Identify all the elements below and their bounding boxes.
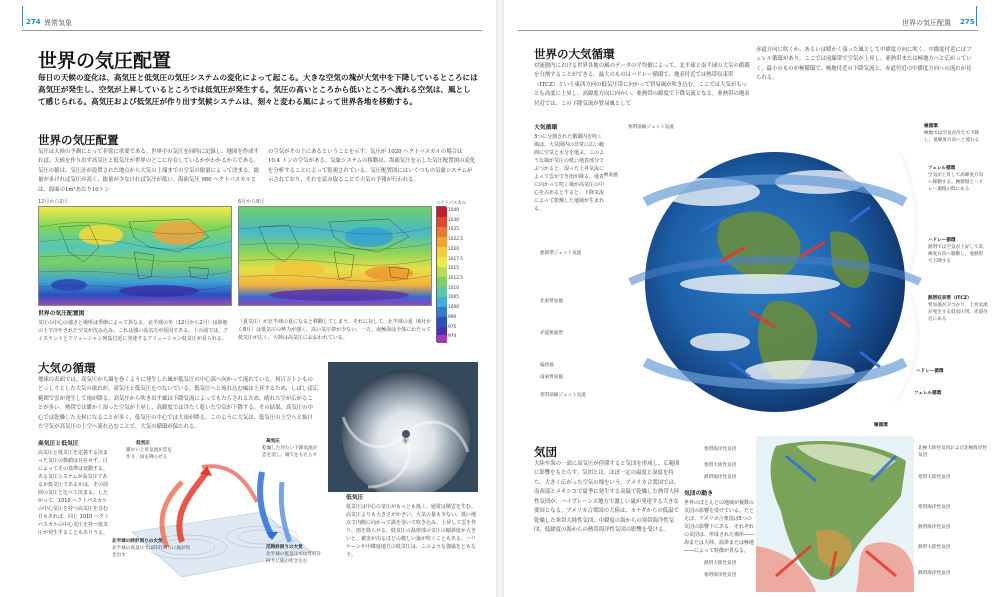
diagram-desc-high: 乾燥した冷たい下降気流が雲を消し、晴天をもたらす <box>262 446 318 458</box>
callout-itcz-title: 熱帯収束帯（ITCZ） <box>928 296 972 301</box>
map-label-summer: 6月から8月 <box>238 199 265 205</box>
label-ne-trades: 北東貿易風 <box>540 299 563 304</box>
am-label-right-5: 熱帯大陸性気団 <box>918 545 951 550</box>
callout-ferrel-desc: 空気が上昇して高緯度方向へ移動する。極循環とハドレー循環の間にある <box>928 172 984 192</box>
legend-tick: 970 <box>448 334 457 340</box>
legend-tick: 1020 <box>448 246 459 252</box>
legend-tick: 975 <box>448 324 457 330</box>
map-label-winter: 12月から2月 <box>38 199 68 205</box>
legend-tick: 1000 <box>448 305 459 311</box>
callout-hadley <box>928 238 986 266</box>
diagram-label-low: 低気圧 <box>136 441 150 446</box>
airmass-caption <box>684 490 754 555</box>
section-title-circulation: 大気の循環 <box>38 361 96 375</box>
diagram-label-ccw: 反時計回りの大気 <box>266 545 303 550</box>
map-caption-title: 世界の気圧配置図 <box>38 311 85 317</box>
page-number-left: 274 <box>26 18 41 26</box>
pressure-body-a: 気圧は天候の予測にとって非常に重要である。世界中の気圧を同時に記録し、地図を作成すれば、天候を作り出す高気圧と低気圧が世界のどこに存在しているかがわかるからである。気圧の値は、気圧計が設置された地点から大気の上端までの空気の総量によって決まる。総量が多ければ気圧が高く、総量が少なければ気圧が低い。海面気圧 980 ヘクトパスカルとは、海面の1m²あたり10トン <box>38 149 260 193</box>
label-polar-easterlies: 極東風 <box>604 173 618 178</box>
am-label-left-2: 寒帯大陸性気団 <box>704 463 737 468</box>
am-label-right-1: 北極大陸性気団および北極海洋性気団 <box>918 446 987 458</box>
airmass-caption-title: 気団の動き <box>684 491 713 497</box>
highlow-text: 高気圧と低気圧を定義する決まった気圧の数値は存在せず、日によってその基準は変動する。ある気圧システムが高気圧であるか低気圧であるかは、その周囲の気圧と比べて決まる。したがって、1010 ヘクトパスカルの中心気圧を持つ高気圧を含む日もあれば、同じ 1010 ヘクトパスカルの中心気圧を持つ低気圧が発生することもありうる。 <box>38 450 109 537</box>
global-body-a: 対流圏内における世界各地の風のデータの平均値によって、北半球と南半球の大気の循環を分割することができる。最大のものはハドレー循環で、地表付近では熱帯収束帯（ITCZ）という東西方向の低気圧帯に向かって貿易風が吹き込む。ここでは大気がもっとも高度に上昇し、高緯度方向に向かい、亜熱帯の緯度で下降気流となる。亜熱帯の地表付近では、この下降気流が貿易風として <box>534 63 750 107</box>
am-label-left-3: 熱帯海洋性気団 <box>704 475 737 480</box>
storm-satellite-image <box>328 362 478 492</box>
legend-tick: 1017.5 <box>448 256 464 262</box>
page-number-right: 275 <box>960 18 975 26</box>
section-title-global-circulation: 世界の大気循環 <box>534 47 615 61</box>
am-label-right-4: 熱帯海洋性気団 <box>918 525 951 530</box>
map-caption-b: （夏気圧）が北半球の夏になると移動してしまう。それに対して、北半球の夏（6月から8月）は低気圧の勢力が強く、高い気圧帯が少ない。一方、南極海は全体にわたって低気圧が広く、大陸は高気圧におおわれている。 <box>238 319 432 341</box>
callout-ferrel <box>928 166 986 194</box>
legend-tick: 990 <box>448 314 457 320</box>
am-label-right-6: 熱帯海洋性気団 <box>918 571 951 576</box>
label-polar-south: 極循環 <box>874 423 888 428</box>
running-head-left: 異常気象 <box>44 19 72 27</box>
diagram-desc-cw: 北半球の高気圧では時計回りに風が吹き出す <box>112 546 191 558</box>
highlow-title: 高気圧と低気圧 <box>38 441 79 447</box>
label-westerlies: 偏西風 <box>540 363 554 368</box>
am-label-left-5: 寒帯海洋性気団 <box>704 573 737 578</box>
legend-tick: 1040 <box>448 208 459 213</box>
pressure-legend <box>436 206 446 342</box>
pressure-map-summer-graphic <box>239 207 432 306</box>
legend-unit: ヘクトパスカル <box>436 201 466 206</box>
am-label-right-2: 寒帯大陸性気団 <box>918 475 951 480</box>
circulation-caption-title: 大気循環 <box>534 125 558 131</box>
callout-itcz-desc: 貿易風がぶつかり、上昇気流が発生する低気圧帯。赤道付近にある <box>928 302 988 322</box>
circulation-body: 地球の表面では、高気圧から渦を巻くように発生した風が低気圧の中心部へ向かって流れている。何百万トンものどっしりとした大気の流れが、高気圧と低気圧をつないでいる。低気圧へと流れ込む風は上昇するため、しばしば広範囲で雲が発生して雨が降る。高気圧から吹き出す風は下降気流によってもたらされるため、晴れた空が広がることが多い。熱帯では暖かく湿った空気が上昇し、高緯度では冷たく乾いた空気が下降する。その結果、高気圧の中心では乾燥した天候になることが多く、低気圧の中心では大雨が降る。このように大気は、低気圧の上空へと抜けた空気が高気圧の上空へ流れ込むことで、大気の循環が保たれる。 <box>38 377 318 431</box>
pressure-map-winter-graphic <box>39 207 232 306</box>
legend-tick: 1010 <box>448 285 459 291</box>
page-title: 世界の気圧配置 <box>38 50 172 72</box>
section-title-airmass: 気団 <box>534 445 557 459</box>
callout-ferrel-title: フェレル循環 <box>928 166 956 171</box>
airmass-map <box>756 436 914 592</box>
legend-tick: 1012.5 <box>448 276 464 281</box>
legend-tick: 1030 <box>448 217 459 223</box>
page-tick-right <box>976 6 977 26</box>
callout-hadley-desc: 熱帯では空気が上昇して高緯度方向へ移動し、亜熱帯で下降する <box>928 244 984 264</box>
storm-caption <box>346 494 478 559</box>
map-caption-text-a: 気圧の中心の強さと場所は季節によって異なる。北半球の冬（12月から2月）は陸地の上で冷やされた空気が沈み込み、これは強い高気圧が原因である。上の図では、アイスランドとアリューシャン列島付近に発達するアリューシャン低気圧が見られる。 <box>38 320 229 343</box>
pressure-legend-bar <box>437 207 447 343</box>
diagram-label-high: 高気圧 <box>266 439 280 444</box>
legend-tick: 1022.5 <box>448 237 464 243</box>
label-se-trades: 南東貿易風 <box>540 375 563 380</box>
airmass-map-graphic <box>756 436 914 592</box>
callout-polar-cell-title: 極循環 <box>924 124 938 129</box>
global-body-b: 赤道方向に吹くか、あるいは暖かく湿った風として中緯度方向に吹く。中緯度付近にはフェレル循環があり、ここでは前線帯で空気が上昇し、亜熱帯または極地方へと広がっていく。最小のものが極循環で、極地付近の下降気流と、赤道付近の中緯度方向への流れが見られる。 <box>756 47 972 82</box>
storm-image-graphic <box>328 362 478 492</box>
highlow-caption <box>38 440 110 537</box>
page-tick <box>22 6 23 26</box>
legend-tick: 1005 <box>448 295 459 301</box>
header-rule <box>22 30 482 31</box>
label-polar-jet: 寒帯前線ジェット気流 <box>628 125 674 130</box>
am-label-left-4: 熱帯大陸性気団 <box>704 561 737 566</box>
callout-hadley-title: ハドレー循環 <box>928 238 956 243</box>
diagram-desc-low: 暖かい上昇気流が雲を作り、雨を降らせる <box>126 448 172 460</box>
pressure-body-b: の空気がその上にあるということを示す。気圧が 1020 ヘクトパスカルの場合は 10.4 トンの空気がある。気象システムの移動は、海面気圧を示した気圧配置図の変化を分析することによって監視されている。気圧配置図にはいくつもの気象システムが示されており、それを読み取ることで天気の予報が行われる。 <box>268 149 476 184</box>
am-label-right-3: 寒帯海洋性気団 <box>918 505 951 510</box>
map-caption-a <box>38 310 230 343</box>
label-hadley-south: ハドレー循環 <box>916 369 944 374</box>
pressure-map-winter <box>38 206 232 306</box>
callout-polar-cell <box>924 124 982 145</box>
book-gutter <box>496 0 504 597</box>
globe-circulation-diagram <box>600 112 930 434</box>
airmass-caption-text: 世界のほとんどの地域が複数の気団の影響を受けている。たとえば、アメリカ合衆国は5つの気団の影響下にある。それぞれの気団は、形成された場所――海または大陸、温帯または極地――によって特徴が異なる。 <box>684 500 755 555</box>
callout-itcz <box>928 296 990 324</box>
legend-tick: 1015 <box>448 266 459 272</box>
airmass-body: 大陸や海の一部に高気圧が停滞すると気団を形成し、広範囲に影響をもたらす。気団とは、ほぼ一定の温度と湿度を持ち、大きく広がった空気の塊をいう。アメリカ合衆国では、南西部とメキシコで夏季に発生する高温で乾燥した熱帯大陸性気団が、ハイプレーンズ地方で激しい嵐が発達する大きな要因となる。アメリカ合衆国の大陸は、カナダからの低温で乾燥した寒帯大陸性気団、中緯度の海からの寒帯海洋性気団、低緯度の海からの熱帯海洋性気団の影響を受ける。 <box>534 461 680 534</box>
section-title-pressure: 世界の気圧配置 <box>38 133 119 147</box>
am-label-left-1: 寒帯海洋性気団 <box>704 447 737 452</box>
legend-tick: 1025 <box>448 227 459 233</box>
pressure-map-summer <box>238 206 432 306</box>
circulation-caption-text: 3つに分割された循環内を吹く風は、大気圏内の非常に広い範囲に空気と水分を運ぶ。このような風が気圧の低い地表部分でぶつかると、湿った上昇気流によって雲ができ雨が降る。地表に向かって吹く風が高気圧の中心を占めるとすると、下降気流によって乾燥した地域が生まれる。 <box>534 134 605 213</box>
lead-paragraph: 毎日の天候の変化は、高気圧と低気圧の気圧システムの変化によって起こる。大きな空気の塊が大気中を下降しているところには高気圧が発生し、空気が上昇しているところでは低気圧が発生する。気圧の高いところから低いところへ流れる空気は、風として感じられる。高気圧および低気圧が作り出す気候システムは、刻々と変わる風によって世界各地を移動する。 <box>38 73 478 107</box>
label-subtropical-jet: 亜熱帯ジェット気流 <box>540 251 582 256</box>
label-polar-jet-south: 寒帯前線ジェット気流 <box>540 393 586 398</box>
label-ferrel-south: フェレル循環 <box>914 391 942 396</box>
storm-caption-text: 低気圧は中心の気圧がもっとも低く、通常は積雲を生む。高気圧よりも大きさがかさい。大気の量も少ない。低い地点で内側に向かって渦を巻いて吹き込み、上昇して雲を作り、雨を降らせる。低気圧の温帯部の気圧の傾斜度が大きいと、被害が出るほどの激しい嵐が吹くこともある。ハリケーンや中緯度地方の低気圧は、このような強風をともなう。 <box>346 504 477 559</box>
circulation-caption <box>534 124 606 213</box>
header-rule-right <box>518 30 978 31</box>
left-page <box>0 0 496 597</box>
right-page <box>504 0 1000 597</box>
storm-caption-title: 低気圧 <box>346 495 364 501</box>
diagram-label-cw: 北半球の時計回りの大気 <box>112 539 163 544</box>
label-doldrums: 赤道無風帯 <box>540 331 563 336</box>
callout-polar-cell-desc: 極地では空気が冷えて下降し、低緯度方向へと流れる <box>924 130 980 143</box>
diagram-desc-ccw: 北半球の低気圧では反時計回りに風が吹き込む <box>266 552 322 564</box>
running-head-right: 世界の気圧配置 <box>902 19 951 27</box>
